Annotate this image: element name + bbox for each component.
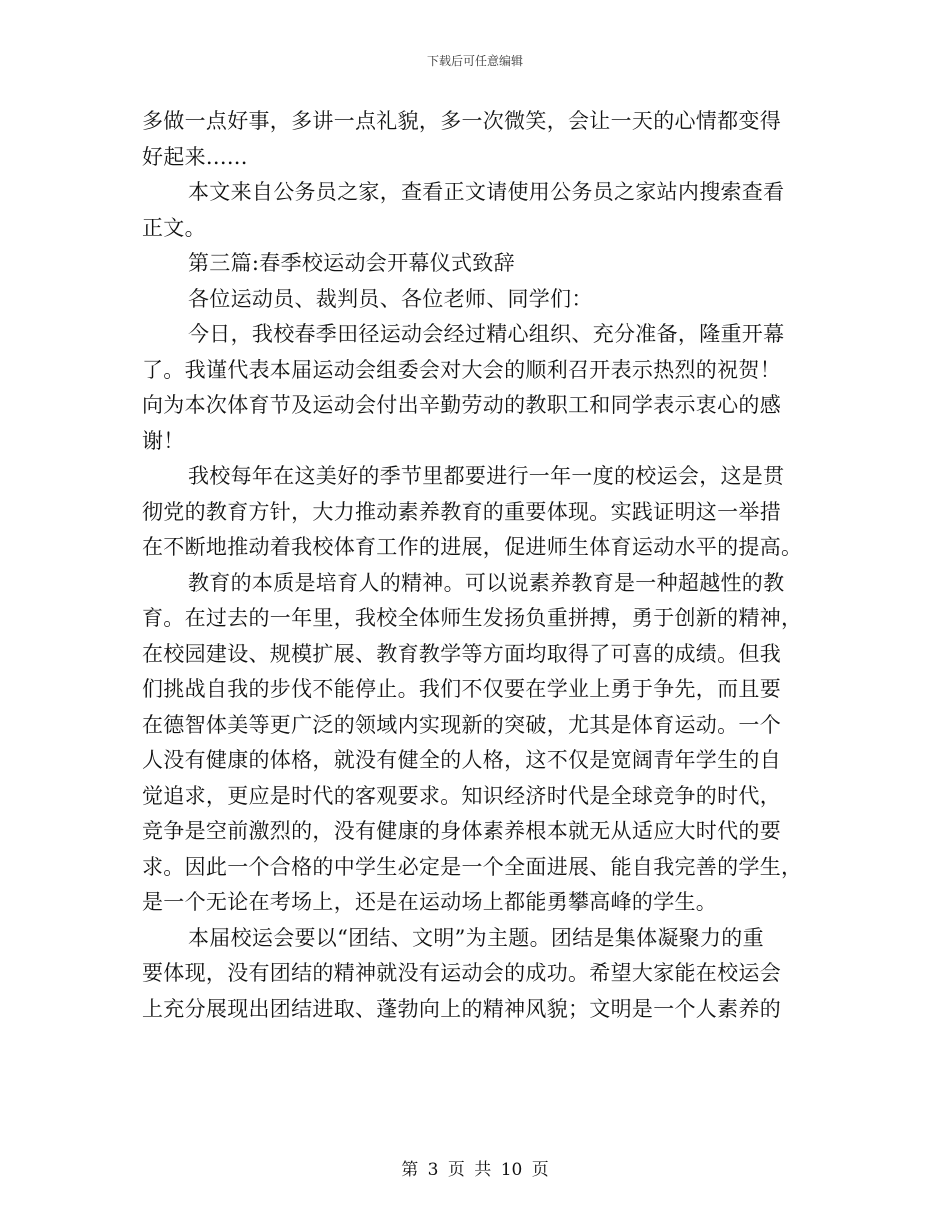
text-line: 正文。 bbox=[142, 215, 206, 240]
text-line: 谢！ bbox=[142, 428, 185, 453]
text-line: 本文来自公务员之家，查看正文请使用公务员之家站内搜索查看 bbox=[188, 180, 785, 204]
text-line: 我校每年在这美好的季节里都要进行一年一度的校运会，这是贯 bbox=[188, 464, 785, 488]
text-line: 彻党的教育方针，大力推动素养教育的重要体现。实践证明这一举措 bbox=[142, 499, 781, 524]
text-line: 觉追求，更应是时代的客观要求。知识经济时代是全球竞争的时代， bbox=[142, 783, 781, 808]
text-line: 本届校运会要以“团结、文明”为主题。团结是集体凝聚力的重 bbox=[188, 925, 764, 950]
text-line: 教育的本质是培育人的精神。可以说素养教育是一种超越性的教 bbox=[188, 570, 785, 595]
text-line: 多做一点好事，多讲一点礼貌，多一次微笑，会让一天的心情都变得 bbox=[142, 109, 781, 133]
text-line: 求。因此一个合格的中学生必定是一个全面进展、能自我完善的学生， bbox=[142, 854, 803, 879]
section-heading: 第三篇:春季校运动会开幕仪式致辞 bbox=[188, 251, 515, 275]
text-line: 好起来...... bbox=[142, 144, 248, 169]
page-number-footer: 第 3 页 共 10 页 bbox=[401, 1160, 549, 1180]
text-line: 们挑战自我的步伐不能停止。我们不仅要在学业上勇于争先，而且要 bbox=[142, 677, 781, 701]
text-line: 了。我谨代表本届运动会组委会对大会的顺利召开表示热烈的祝贺！ bbox=[142, 357, 781, 382]
text-line: 人没有健康的体格，就没有健全的人格，这不仅是宽阔青年学生的自 bbox=[142, 748, 781, 772]
text-line: 上充分展现出团结进取、蓬勃向上的精神风貌；文明是一个人素养的 bbox=[142, 996, 781, 1021]
text-line: 在德智体美等更广泛的领域内实现新的突破，尤其是体育运动。一个 bbox=[142, 712, 781, 737]
text-line: 向为本次体育节及运动会付出辛勤劳动的教职工和同学表示衷心的感 bbox=[142, 393, 781, 417]
document-body bbox=[142, 104, 808, 1027]
text-line: 今日，我校春季田径运动会经过精心组织、充分准备，隆重开幕 bbox=[188, 322, 785, 346]
text-line: 育。在过去的一年里，我校全体师生发扬负重拼搏，勇于创新的精神， bbox=[142, 606, 803, 630]
salutation: 各位运动员、裁判员、各位老师、同学们： bbox=[188, 286, 593, 311]
text-line: 竞争是空前激烈的，没有健康的身体素养根本就无从适应大时代的要 bbox=[142, 819, 781, 843]
text-line: 是一个无论在考场上，还是在运动场上都能勇攀高峰的学生。 bbox=[142, 890, 718, 914]
text-line: 要体现，没有团结的精神就没有运动会的成功。希望大家能在校运会 bbox=[142, 961, 781, 985]
text-line: 在校园建设、规模扩展、教育教学等方面均取得了可喜的成绩。但我 bbox=[142, 641, 781, 666]
page-header-note: 下载后可任意编辑 bbox=[426, 54, 523, 68]
text-line: 在不断地推动着我校体育工作的进展，促进师生体育运动水平的提高。 bbox=[142, 535, 803, 559]
